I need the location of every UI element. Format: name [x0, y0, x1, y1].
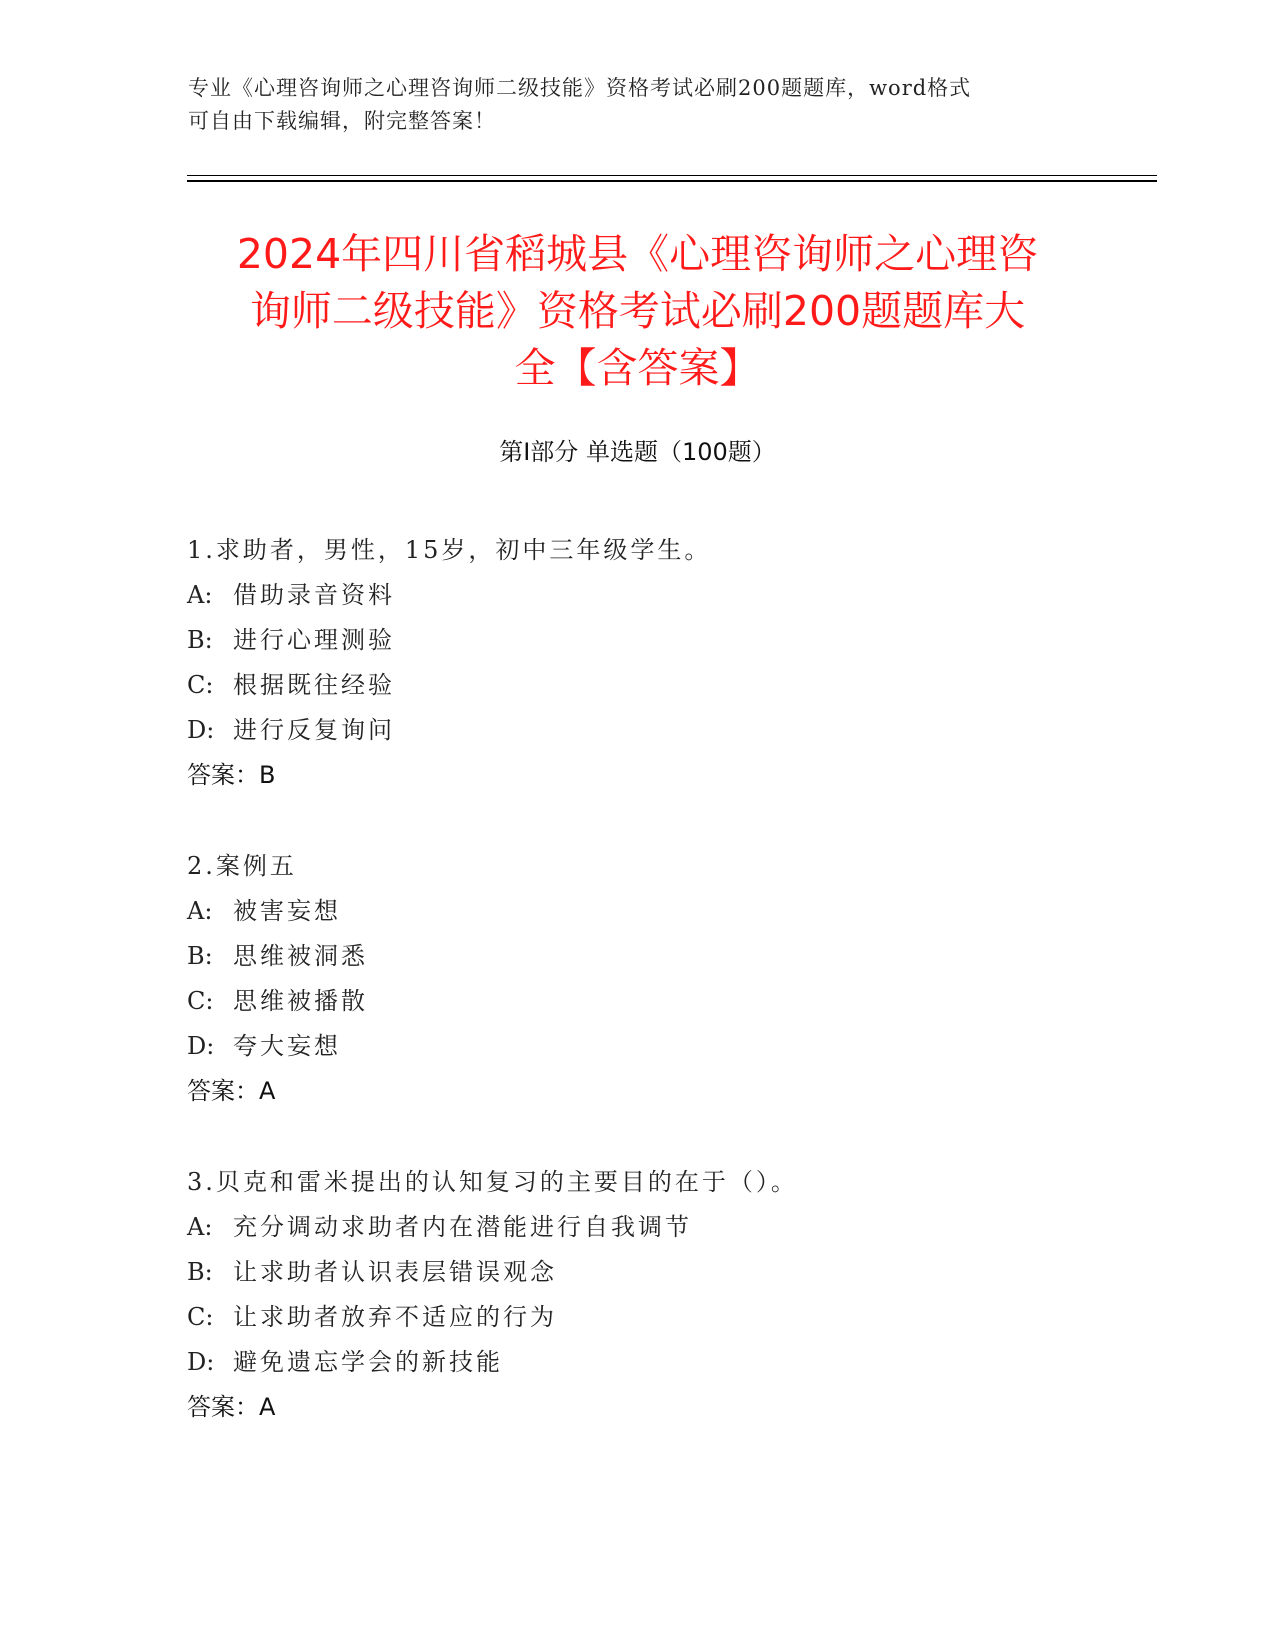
header-note-line-2: 可自由下载编辑，附完整答案！	[188, 109, 496, 133]
option-b	[187, 934, 1147, 979]
document-title	[150, 226, 1125, 397]
option-key: B:	[187, 1258, 213, 1286]
option-text: 充分调动求助者内在潜能进行自我调节	[233, 1213, 692, 1241]
option-b	[187, 1250, 1147, 1295]
option-key: A:	[187, 1213, 213, 1241]
option-text: 进行心理测验	[233, 626, 395, 654]
option-key: C:	[187, 987, 214, 1015]
option-text: 夸大妄想	[233, 1032, 341, 1060]
option-key: C:	[187, 1303, 214, 1331]
title-line-1: 2024年四川省稻城县《心理咨询师之心理咨	[236, 230, 1039, 278]
option-key: D:	[187, 1032, 215, 1060]
option-key: A:	[187, 897, 213, 925]
option-text: 让求助者认识表层错误观念	[233, 1258, 557, 1286]
option-text: 思维被播散	[233, 987, 368, 1015]
option-key: B:	[187, 626, 213, 654]
question-stem: 3.贝克和雷米提出的认知复习的主要目的在于（）。	[187, 1168, 798, 1196]
title-line-2: 询师二级技能》资格考试必刷200题题库大	[249, 287, 1026, 335]
option-text: 让求助者放弃不适应的行为	[233, 1303, 557, 1331]
option-key: B:	[187, 942, 213, 970]
option-key: D:	[187, 1348, 215, 1376]
header-rule-thick	[187, 180, 1157, 182]
option-key: A:	[187, 581, 213, 609]
header-note	[188, 72, 1088, 138]
answer-line	[187, 1385, 1147, 1430]
question-stem: 1.求助者，男性，15岁，初中三年级学生。	[187, 536, 712, 564]
option-d	[187, 1340, 1147, 1385]
question-item	[187, 1160, 1147, 1430]
option-b	[187, 618, 1147, 663]
option-a	[187, 1205, 1147, 1250]
answer-line	[187, 753, 1147, 798]
option-text: 根据既往经验	[233, 671, 395, 699]
option-text: 借助录音资料	[233, 581, 395, 609]
option-a	[187, 573, 1147, 618]
header-note-line-1: 专业《心理咨询师之心理咨询师二级技能》资格考试必刷200题题库，word格式	[188, 76, 972, 100]
title-line-3: 全【含答案】	[514, 344, 761, 392]
answer-line	[187, 1069, 1147, 1114]
option-key: C:	[187, 671, 214, 699]
answer-label: 答案：	[187, 1393, 259, 1421]
option-text: 被害妄想	[233, 897, 341, 925]
question-list	[187, 528, 1147, 1476]
option-d	[187, 1024, 1147, 1069]
option-text: 思维被洞悉	[233, 942, 368, 970]
option-c	[187, 663, 1147, 708]
answer-value: A	[259, 1393, 276, 1421]
option-c	[187, 1295, 1147, 1340]
question-item	[187, 528, 1147, 798]
option-text: 进行反复询问	[233, 716, 395, 744]
section-title: 第Ⅰ部分 单选题（100题）	[499, 438, 776, 466]
option-c	[187, 979, 1147, 1024]
option-a	[187, 889, 1147, 934]
header-rule-thin	[187, 175, 1157, 176]
question-item	[187, 844, 1147, 1114]
answer-label: 答案：	[187, 1077, 259, 1105]
answer-value: A	[259, 1077, 276, 1105]
option-key: D:	[187, 716, 215, 744]
question-stem: 2.案例五	[187, 852, 297, 880]
option-d	[187, 708, 1147, 753]
answer-value: B	[259, 761, 276, 789]
option-text: 避免遗忘学会的新技能	[233, 1348, 503, 1376]
answer-label: 答案：	[187, 761, 259, 789]
